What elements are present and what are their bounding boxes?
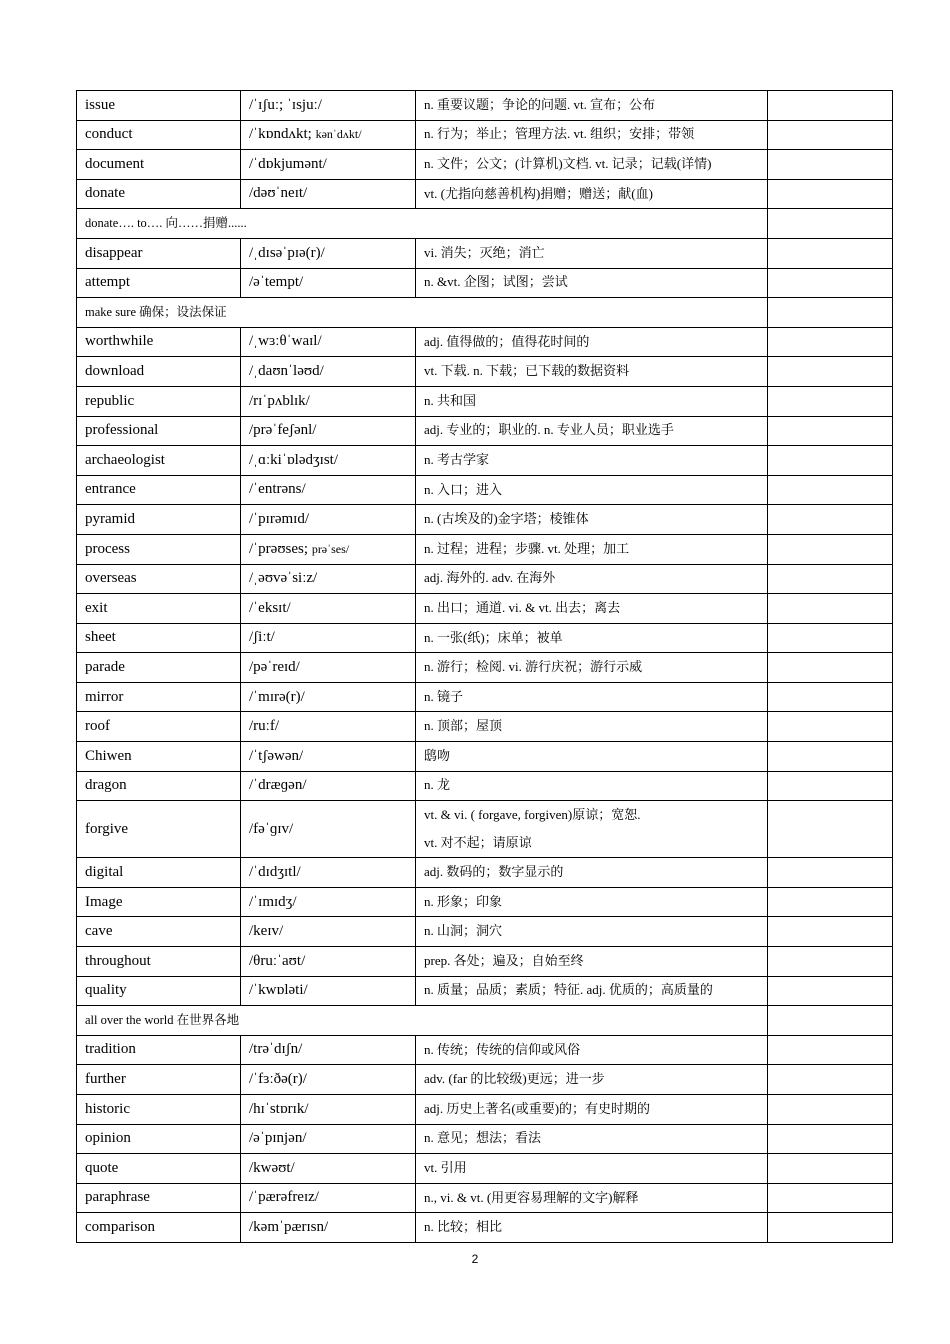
phonetic-text: /ˈkɒndʌkt; (249, 126, 316, 143)
blank-cell (768, 1065, 893, 1095)
meaning-cell: n. 出口；通道. vi. & vt. 出去；离去 (416, 594, 768, 624)
phonetic-cell (241, 150, 416, 180)
phonetic-cell (241, 771, 416, 801)
phonetic-cell (241, 682, 416, 712)
phonetic-cell (241, 1124, 416, 1154)
phonetic-cell (241, 887, 416, 917)
meaning-cell: vt. 下载. n. 下载；已下载的数据资料 (416, 357, 768, 387)
phonetic-cell (241, 1035, 416, 1065)
phonetic-cell (241, 742, 416, 772)
meaning-cell: n. 一张(纸)；床单；被单 (416, 623, 768, 653)
word-cell: dragon (77, 771, 241, 801)
meaning-cell: vi. 消失；灭绝；消亡 (416, 238, 768, 268)
phonetic-text: /trəˈdɪʃn/ (249, 1041, 303, 1058)
meaning-cell: n. 山洞；洞穴 (416, 917, 768, 947)
word-cell: opinion (77, 1124, 241, 1154)
phonetic-text: /ˈdɪdʒɪtl/ (249, 863, 301, 880)
vocab-row (77, 327, 893, 357)
phonetic-text: /ruːf/ (249, 718, 279, 735)
phonetic-cell (241, 327, 416, 357)
blank-cell (768, 268, 893, 298)
meaning-cell: n. 重要议题；争论的问题. vt. 宣布；公布 (416, 91, 768, 121)
phonetic-cell (241, 801, 416, 858)
phonetic-text: /ˈeksɪt/ (249, 599, 291, 616)
vocab-row (77, 446, 893, 476)
word-cell: issue (77, 91, 241, 121)
vocab-row (77, 1065, 893, 1095)
meaning-cell: adj. 数码的；数字显示的 (416, 858, 768, 888)
phonetic-cell (241, 179, 416, 209)
phonetic-cell (241, 976, 416, 1006)
phonetic-cell (241, 1213, 416, 1243)
word-cell: cave (77, 917, 241, 947)
word-cell: document (77, 150, 241, 180)
blank-cell (768, 564, 893, 594)
blank-cell (768, 416, 893, 446)
word-cell: Image (77, 887, 241, 917)
meaning-cell: adv. (far 的比较级)更远；进一步 (416, 1065, 768, 1095)
word-cell: professional (77, 416, 241, 446)
blank-cell (768, 771, 893, 801)
phonetic-cell (241, 91, 416, 121)
word-cell: quality (77, 976, 241, 1006)
phonetic-text: /ˈpærəfreɪz/ (249, 1189, 319, 1206)
meaning-line: vt. & vi. ( forgave, forgiven)原谅；宽恕. (424, 807, 641, 823)
blank-cell (768, 712, 893, 742)
word-cell: exit (77, 594, 241, 624)
phonetic-cell (241, 238, 416, 268)
blank-cell (768, 594, 893, 624)
vocabulary-table-body (77, 91, 893, 1243)
phonetic-text: /ˌdɪsəˈpɪə(r)/ (249, 244, 325, 261)
phonetic-cell (241, 1065, 416, 1095)
meaning-cell: n. 龙 (416, 771, 768, 801)
blank-cell (768, 1035, 893, 1065)
phonetic-cell (241, 1183, 416, 1213)
phonetic-alt-text: prəˈses/ (311, 541, 350, 556)
phonetic-text: /kəmˈpærɪsn/ (249, 1219, 329, 1236)
phonetic-cell (241, 712, 416, 742)
vocab-row (77, 682, 893, 712)
blank-cell (768, 1154, 893, 1184)
vocab-row (77, 976, 893, 1006)
phonetic-cell (241, 416, 416, 446)
blank-cell (768, 209, 893, 239)
meaning-cell (416, 801, 768, 858)
vocab-row (77, 1154, 893, 1184)
meaning-cell: n. &vt. 企图；试图；尝试 (416, 268, 768, 298)
phonetic-cell (241, 564, 416, 594)
phonetic-cell (241, 268, 416, 298)
blank-cell (768, 505, 893, 535)
phonetic-text: /dəʊˈneɪt/ (249, 185, 308, 202)
vocab-row (77, 917, 893, 947)
phonetic-text: /ˈentrəns/ (249, 481, 306, 498)
phonetic-text: /ˈɪʃuː; ˈɪsjuː/ (249, 96, 322, 113)
blank-cell (768, 801, 893, 858)
meaning-cell: n., vi. & vt. (用更容易理解的文字)解释 (416, 1183, 768, 1213)
meaning-cell: 鸱吻 (416, 742, 768, 772)
meaning-cell: n. 行为；举止；管理方法. vt. 组织；安排；带领 (416, 120, 768, 150)
blank-cell (768, 1213, 893, 1243)
meaning-cell: adj. 值得做的；值得花时间的 (416, 327, 768, 357)
phrase-cell: donate…. to…. 向……捐赠...... (77, 209, 768, 239)
phrase-row (77, 298, 893, 328)
phrase-row (77, 1006, 893, 1036)
word-cell: forgive (77, 801, 241, 858)
meaning-cell: vt. 引用 (416, 1154, 768, 1184)
word-cell: pyramid (77, 505, 241, 535)
phonetic-text: /ˈpɪrəmɪd/ (249, 510, 309, 527)
blank-cell (768, 742, 893, 772)
meaning-line: vt. 对不起；请原谅 (424, 835, 532, 851)
phonetic-text: /ˌwɜːθˈwaɪl/ (249, 333, 322, 350)
phonetic-text: /prəˈfeʃənl/ (249, 422, 317, 439)
phonetic-text: /ˈdɒkjumənt/ (249, 155, 327, 172)
blank-cell (768, 1124, 893, 1154)
word-cell: mirror (77, 682, 241, 712)
phonetic-text: /ˈprəʊses; (249, 540, 312, 557)
blank-cell (768, 858, 893, 888)
phonetic-text: /əˈtempt/ (249, 274, 304, 291)
blank-cell (768, 357, 893, 387)
vocab-row (77, 505, 893, 535)
word-cell: quote (77, 1154, 241, 1184)
phonetic-cell (241, 120, 416, 150)
meaning-cell: n. 质量；品质；素质；特征. adj. 优质的；高质量的 (416, 976, 768, 1006)
blank-cell (768, 327, 893, 357)
word-cell: digital (77, 858, 241, 888)
blank-cell (768, 887, 893, 917)
word-cell: throughout (77, 947, 241, 977)
blank-cell (768, 1095, 893, 1125)
vocab-row (77, 1095, 893, 1125)
phonetic-text: /ˈkwɒləti/ (249, 982, 308, 999)
meaning-cell: adj. 历史上著名(或重要)的；有史时期的 (416, 1095, 768, 1125)
phonetic-text: /pəˈreɪd/ (249, 658, 300, 675)
phonetic-cell (241, 1095, 416, 1125)
phonetic-text: /kwəʊt/ (249, 1159, 295, 1176)
meaning-cell: n. 镜子 (416, 682, 768, 712)
meaning-cell: n. 传统；传统的信仰或风俗 (416, 1035, 768, 1065)
blank-cell (768, 976, 893, 1006)
meaning-cell: n. (古埃及的)金字塔；棱锥体 (416, 505, 768, 535)
vocab-row (77, 1183, 893, 1213)
blank-cell (768, 1006, 893, 1036)
phonetic-text: /rɪˈpʌblɪk/ (249, 392, 310, 409)
word-cell: Chiwen (77, 742, 241, 772)
vocabulary-table (76, 90, 893, 1243)
phonetic-text: /fəˈɡɪv/ (249, 820, 294, 837)
phonetic-text: /ˌdaʊnˈləʊd/ (249, 363, 324, 380)
vocab-row (77, 179, 893, 209)
vocab-row (77, 91, 893, 121)
word-cell: worthwhile (77, 327, 241, 357)
phonetic-text: /ˌɑːkiˈɒlədʒɪst/ (249, 451, 339, 468)
blank-cell (768, 179, 893, 209)
meaning-cell: adj. 专业的；职业的. n. 专业人员；职业选手 (416, 416, 768, 446)
meaning-cell: n. 形象；印象 (416, 887, 768, 917)
vocab-row (77, 712, 893, 742)
phonetic-cell (241, 475, 416, 505)
vocab-row (77, 534, 893, 564)
phonetic-text: /ˌəʊvəˈsiːz/ (249, 570, 318, 587)
blank-cell (768, 298, 893, 328)
meaning-cell: n. 顶部；屋顶 (416, 712, 768, 742)
vocab-row (77, 887, 893, 917)
word-cell: conduct (77, 120, 241, 150)
phonetic-text: /θruːˈaʊt/ (249, 952, 306, 969)
word-cell: historic (77, 1095, 241, 1125)
blank-cell (768, 120, 893, 150)
word-cell: roof (77, 712, 241, 742)
phonetic-cell (241, 594, 416, 624)
word-cell: overseas (77, 564, 241, 594)
blank-cell (768, 623, 893, 653)
phonetic-cell (241, 357, 416, 387)
word-cell: parade (77, 653, 241, 683)
vocab-row (77, 947, 893, 977)
word-cell: archaeologist (77, 446, 241, 476)
vocab-row (77, 771, 893, 801)
phonetic-text: /ʃiːt/ (249, 629, 275, 646)
phonetic-text: /hɪˈstɒrɪk/ (249, 1100, 309, 1117)
word-cell: comparison (77, 1213, 241, 1243)
phonetic-text: /ˈmɪrə(r)/ (249, 688, 305, 705)
vocab-row (77, 742, 893, 772)
meaning-cell: n. 共和国 (416, 386, 768, 416)
phonetic-cell (241, 858, 416, 888)
word-cell: republic (77, 386, 241, 416)
word-cell: paraphrase (77, 1183, 241, 1213)
meaning-cell: n. 文件；公文；(计算机)文档. vt. 记录；记载(详情) (416, 150, 768, 180)
phonetic-text: /keɪv/ (249, 923, 284, 940)
vocab-row (77, 801, 893, 858)
word-cell: further (77, 1065, 241, 1095)
vocab-row (77, 120, 893, 150)
word-cell: download (77, 357, 241, 387)
phonetic-cell (241, 1154, 416, 1184)
blank-cell (768, 917, 893, 947)
phonetic-cell (241, 917, 416, 947)
phonetic-text: /ˈfɜːðə(r)/ (249, 1071, 307, 1088)
word-cell: tradition (77, 1035, 241, 1065)
page-number: 2 (471, 1252, 479, 1266)
meaning-cell: adj. 海外的. adv. 在海外 (416, 564, 768, 594)
meaning-cell: n. 考古学家 (416, 446, 768, 476)
vocab-row (77, 1124, 893, 1154)
phonetic-cell (241, 386, 416, 416)
phonetic-cell (241, 534, 416, 564)
phonetic-cell (241, 505, 416, 535)
phonetic-text: /əˈpɪnjən/ (249, 1130, 307, 1147)
meaning-cell: n. 意见；想法；看法 (416, 1124, 768, 1154)
vocab-row (77, 357, 893, 387)
blank-cell (768, 150, 893, 180)
phrase-cell: make sure 确保；设法保证 (77, 298, 768, 328)
vocab-row (77, 858, 893, 888)
phonetic-cell (241, 947, 416, 977)
vocab-row (77, 416, 893, 446)
phonetic-cell (241, 623, 416, 653)
phrase-cell: all over the world 在世界各地 (77, 1006, 768, 1036)
phonetic-cell (241, 446, 416, 476)
vocab-row (77, 150, 893, 180)
word-cell: sheet (77, 623, 241, 653)
vocab-row (77, 653, 893, 683)
vocab-row (77, 475, 893, 505)
phonetic-cell (241, 653, 416, 683)
blank-cell (768, 682, 893, 712)
phonetic-text: /ˈtʃəwən/ (249, 747, 304, 764)
blank-cell (768, 1183, 893, 1213)
blank-cell (768, 446, 893, 476)
word-cell: donate (77, 179, 241, 209)
phrase-row (77, 209, 893, 239)
word-cell: disappear (77, 238, 241, 268)
meaning-cell: n. 游行；检阅. vi. 游行庆祝；游行示威 (416, 653, 768, 683)
meaning-cell: prep. 各处；遍及；自始至终 (416, 947, 768, 977)
meaning-cell: n. 过程；进程；步骤. vt. 处理；加工 (416, 534, 768, 564)
blank-cell (768, 386, 893, 416)
vocab-row (77, 1035, 893, 1065)
vocab-row (77, 1213, 893, 1243)
word-cell: attempt (77, 268, 241, 298)
blank-cell (768, 653, 893, 683)
word-cell: process (77, 534, 241, 564)
vocab-row (77, 386, 893, 416)
blank-cell (768, 91, 893, 121)
phonetic-text: /ˈɪmɪdʒ/ (249, 893, 297, 910)
vocab-row (77, 564, 893, 594)
meaning-cell: n. 比较；相比 (416, 1213, 768, 1243)
blank-cell (768, 238, 893, 268)
blank-cell (768, 534, 893, 564)
meaning-cell: vt. (尤指向慈善机构)捐赠；赠送；献(血) (416, 179, 768, 209)
word-cell: entrance (77, 475, 241, 505)
phonetic-alt-text: kənˈdʌkt/ (315, 127, 362, 142)
meaning-cell: n. 入口；进入 (416, 475, 768, 505)
vocab-row (77, 623, 893, 653)
vocab-row (77, 238, 893, 268)
blank-cell (768, 947, 893, 977)
blank-cell (768, 475, 893, 505)
vocab-row (77, 268, 893, 298)
vocab-row (77, 594, 893, 624)
phonetic-text: /ˈdræɡən/ (249, 777, 307, 794)
